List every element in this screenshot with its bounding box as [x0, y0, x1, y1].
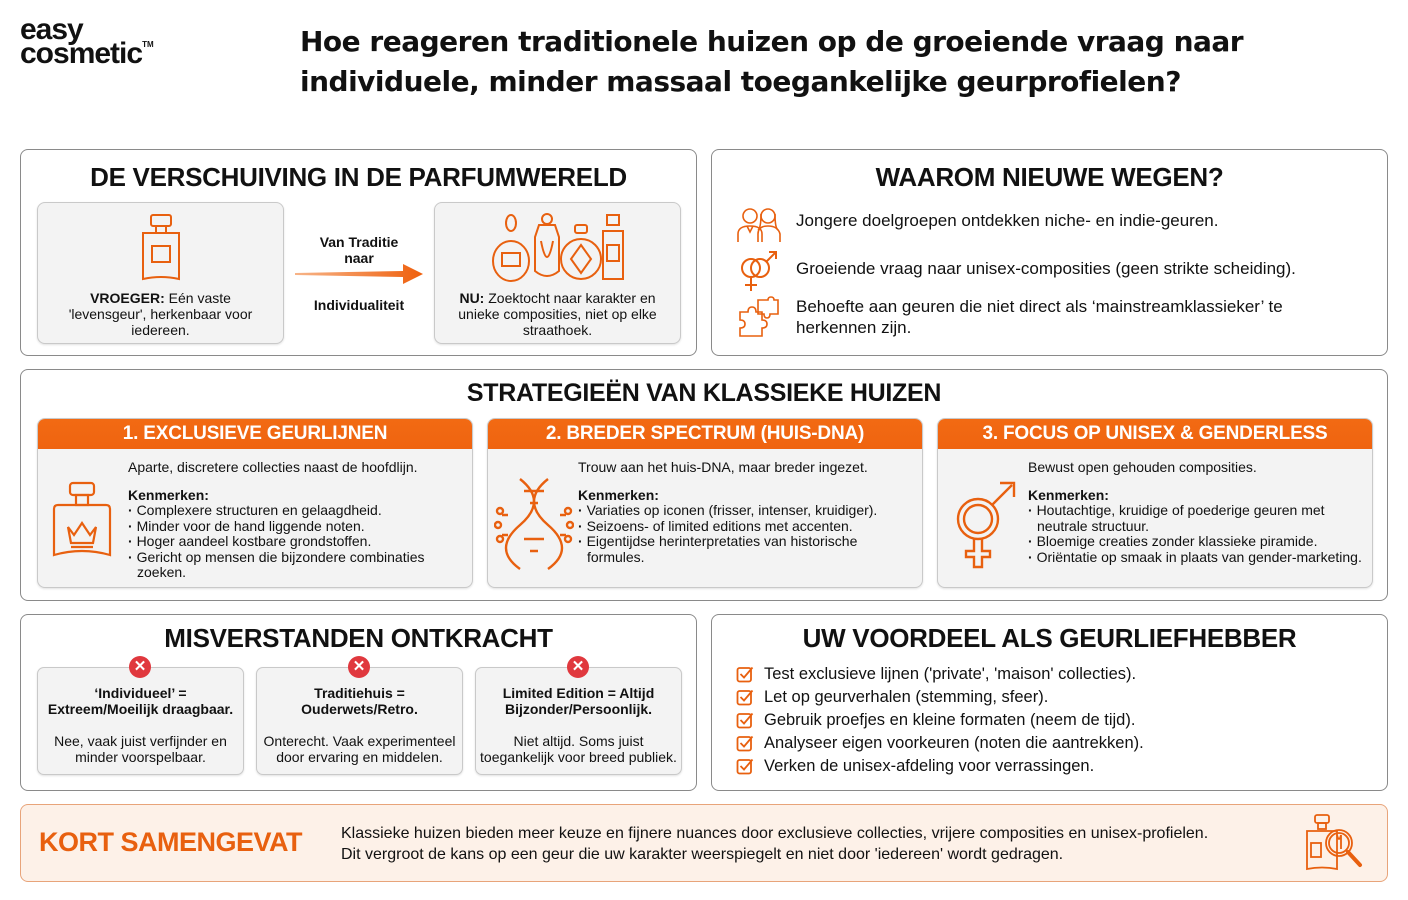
summary-text	[341, 823, 1301, 865]
why-panel	[711, 149, 1388, 356]
strategy-intro: Bewust open gehouden composities.	[1028, 459, 1257, 475]
why-item-text: Jongere doelgroepen ontdekken niche- en indie-geuren.	[796, 211, 1219, 230]
shift-panel	[20, 149, 697, 356]
kenmerken-label: Kenmerken:	[578, 486, 659, 503]
benefit-item	[736, 709, 1135, 731]
checkbox-checked-icon	[736, 688, 754, 706]
benefit-item	[736, 663, 1136, 685]
strategy-point: · Houtachtige, kruidige of poederige geuren met neutrale structuur.	[1028, 503, 1364, 534]
perfume-bottle-icon	[137, 213, 185, 283]
strategy-point: · Bloemige creaties zonder klassieke piramide.	[1028, 534, 1364, 550]
before-text: VROEGER: Eén vaste 'levensgeur', herkenbaar voor iedereen.	[68, 290, 253, 338]
strategies-title: STRATEGIEËN VAN KLASSIEKE HUIZEN	[466, 379, 942, 407]
arrow-right-icon	[295, 262, 425, 286]
why-item-text: Groeiende vraag naar unisex-composities (geen strikte scheiding).	[796, 259, 1296, 278]
why-item	[736, 204, 1218, 248]
strategy-points	[578, 503, 914, 565]
error-x-icon: ✕	[129, 656, 151, 678]
myth-answer: Niet altijd. Soms juist toegankelijk voor breed publiek.	[480, 733, 677, 765]
myth-claim: Traditiehuis = Ouderwets/Retro.	[301, 685, 418, 717]
dna-icon	[494, 475, 564, 565]
strategy-points	[128, 503, 464, 581]
strategy-intro: Trouw aan het huis-DNA, maar breder ingezet.	[578, 459, 868, 475]
myth-card	[37, 667, 244, 775]
strategy-body	[578, 460, 914, 565]
before-box	[37, 202, 284, 344]
brand-line2: cosmetic	[20, 37, 143, 70]
kenmerken-label: Kenmerken:	[128, 486, 209, 503]
arrow-bottom-label: Individualiteit	[313, 297, 405, 313]
myth-answer: Nee, vaak juist verfijnder en minder voorspelbaar.	[54, 733, 227, 765]
strategy-card-unisex	[937, 418, 1373, 588]
strategy-point: · Complexere structuren en gelaagdheid.	[128, 503, 464, 519]
strategy-card-broader	[487, 418, 923, 588]
shift-title: DE VERSCHUIVING IN DE PARFUMWERELD	[90, 162, 627, 192]
strategy-point: · Gericht op mensen die bijzondere combinaties zoeken.	[128, 550, 464, 581]
strategy-body	[128, 460, 464, 581]
benefit-text: Verken de unisex-afdeling voor verrassingen.	[764, 757, 1095, 775]
benefit-item	[736, 732, 1144, 754]
now-text: NU: Zoektocht naar karakter en unieke composities, niet op elke straathoek.	[458, 290, 657, 338]
benefits-title: UW VOORDEEL ALS GEURLIEFHEBBER	[802, 623, 1297, 653]
summary-label: KORT SAMENGEVAT	[39, 827, 303, 857]
benefit-text: Test exclusieve lijnen ('private', 'maison' collecties).	[764, 665, 1137, 683]
why-title: WAAROM NIEUWE WEGEN?	[875, 162, 1224, 192]
checkbox-checked-icon	[736, 757, 754, 775]
benefit-text: Analyseer eigen voorkeuren (noten die aantrekken).	[764, 734, 1144, 752]
summary-banner	[20, 804, 1388, 882]
why-item	[736, 296, 1326, 340]
myths-panel	[20, 614, 697, 791]
checkbox-checked-icon	[736, 734, 754, 752]
myth-card	[256, 667, 463, 775]
people-icon	[736, 204, 782, 248]
strategy-point: · Seizoens- of limited editions met accenten.	[578, 519, 914, 535]
now-box	[434, 202, 681, 344]
arrow-top-label: Van Traditie naar	[319, 234, 399, 266]
checkbox-checked-icon	[736, 665, 754, 683]
summary-line1: Klassieke huizen bieden meer keuze en fijnere nuances door exclusieve collecties, vrijere composities en unisex-profielen.	[341, 825, 1209, 842]
crown-perfume-icon	[50, 481, 120, 571]
strategy-point: · Hoger aandeel kostbare grondstoffen.	[128, 534, 464, 550]
strategy-card-exclusive	[37, 418, 473, 588]
strategy-point: · Variaties op iconen (frisser, intenser, kruidiger).	[578, 503, 914, 519]
puzzle-icon	[736, 296, 782, 340]
strategy-point: · Minder voor de hand liggende noten.	[128, 519, 464, 535]
benefit-item	[736, 755, 1094, 777]
strategy-point: · Oriëntatie op smaak in plaats van gender-marketing.	[1028, 550, 1364, 566]
page-title: Hoe reageren traditionele huizen op de groeiende vraag naar individuele, minder massaal toegankelijke geurprofielen?	[300, 25, 1244, 98]
why-item	[736, 250, 1296, 294]
kenmerken-label: Kenmerken:	[1028, 486, 1109, 503]
checkbox-checked-icon	[736, 711, 754, 729]
perfume-magnifier-icon	[1301, 811, 1367, 875]
benefit-text: Gebruik proefjes en kleine formaten (neem de tijd).	[764, 711, 1136, 729]
strategy-point: · Eigentijdse herinterpretaties van historische formules.	[578, 534, 914, 565]
why-item-text: Behoefte aan geuren die niet direct als ‘mainstreamklassieker’ te herkennen zijn.	[796, 297, 1283, 337]
trademark: TM	[142, 40, 154, 49]
error-x-icon: ✕	[348, 656, 370, 678]
myth-claim: Limited Edition = Altijd Bijzonder/Persoonlijk.	[502, 685, 655, 717]
gender-symbols-icon	[736, 250, 782, 294]
error-x-icon: ✕	[567, 656, 589, 678]
myth-claim: ‘Individueel’ = Extreem/Moeilijk draagbaar.	[47, 685, 234, 717]
strategy-body	[1028, 460, 1364, 565]
strategies-panel	[20, 369, 1388, 601]
unisex-symbol-icon	[950, 477, 1020, 567]
strategy-intro: Aparte, discretere collecties naast de hoofdlijn.	[128, 459, 418, 475]
benefit-text: Let op geurverhalen (stemming, sfeer).	[764, 688, 1049, 706]
myths-title: MISVERSTANDEN ONTKRACHT	[164, 623, 553, 653]
strategy-heading: 3. FOCUS OP UNISEX & GENDERLESS	[938, 419, 1372, 449]
summary-line2: Dit vergroot de kans op een geur die uw karakter weerspiegelt en niet door 'iedereen' wordt gedragen.	[341, 846, 1064, 863]
brand-logo	[20, 13, 154, 70]
strategy-heading: 2. BREDER SPECTRUM (HUIS-DNA)	[488, 419, 922, 449]
brand-line1: easy	[20, 13, 83, 46]
benefits-panel	[711, 614, 1388, 791]
myth-card	[475, 667, 682, 775]
strategy-points	[1028, 503, 1364, 565]
perfume-bottles-icon	[491, 211, 627, 283]
benefit-item	[736, 686, 1048, 708]
myth-answer: Onterecht. Vaak experimenteel door ervaring en middelen.	[263, 733, 456, 765]
strategy-heading: 1. EXCLUSIEVE GEURLIJNEN	[38, 419, 472, 449]
